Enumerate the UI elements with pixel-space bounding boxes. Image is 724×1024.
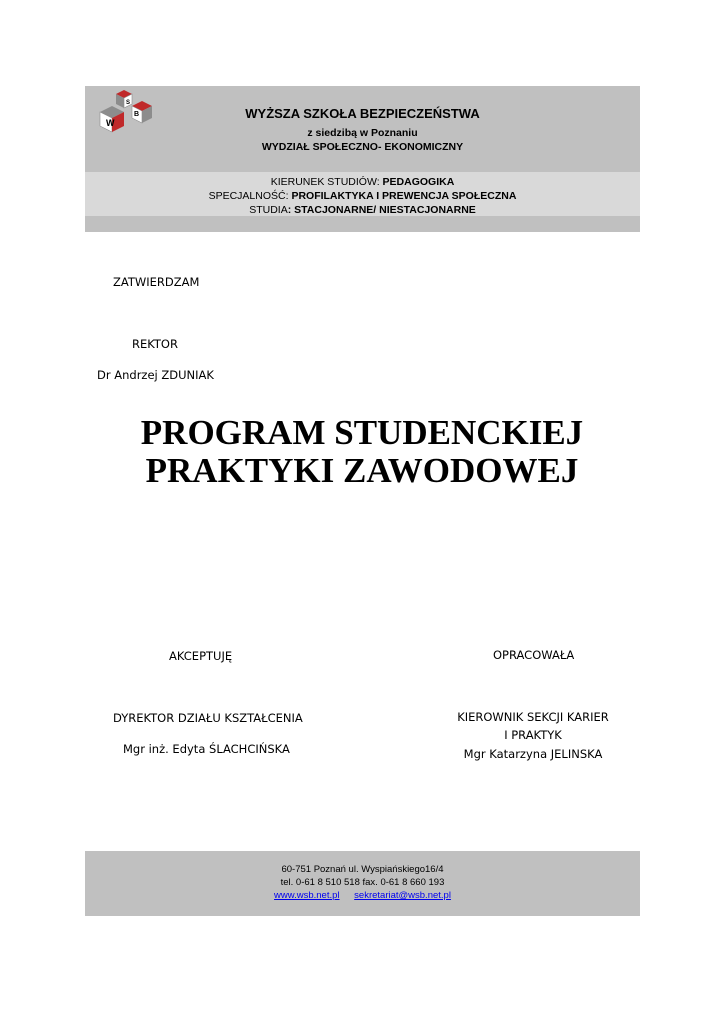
field-of-study-value: PEDAGOGIKA [382, 176, 455, 188]
logo-letter-w: W [106, 118, 115, 128]
specialization-value: PROFILAKTYKA I PREWENCJA SPOŁECZNA [291, 190, 517, 202]
logo-letter-b: B [134, 111, 140, 118]
logo-letter-s: S [126, 100, 131, 106]
manager-title-line-1: KIEROWNIK SEKCJI KARIER [457, 710, 609, 724]
study-mode-label: STUDIA [249, 204, 288, 216]
rector-name: Dr Andrzej ZDUNIAK [97, 368, 214, 382]
header-bottom-strip [85, 216, 640, 232]
school-name: WYŻSZA SZKOŁA BEZPIECZEŃSTWA [245, 106, 480, 121]
rector-title: REKTOR [132, 337, 178, 351]
approve-label: ZATWIERDZAM [113, 275, 200, 289]
study-mode-value: : STACJONARNE/ NIESTACJONARNE [287, 204, 476, 216]
manager-title-line-2: I PRAKTYK [504, 728, 562, 742]
field-of-study-label: KIERUNEK STUDIÓW: [270, 176, 383, 188]
website-link[interactable]: www.wsb.net.pl [274, 890, 340, 901]
specialization-label: SPECJALNOŚĆ: [208, 190, 292, 202]
footer-address: 60-751 Poznań ul. Wyspiańskiego16/4 [281, 864, 444, 875]
email-link[interactable]: sekretariat@wsb.net.pl [354, 890, 451, 901]
prepared-label: OPRACOWAŁA [493, 648, 575, 662]
field-of-study-line [85, 176, 640, 188]
study-mode-line [85, 204, 640, 216]
document-title-line-2: PRAKTYKI ZAWODOWEJ [145, 451, 579, 490]
footer-links [85, 890, 640, 901]
accept-label: AKCEPTUJĘ [169, 649, 233, 663]
manager-name: Mgr Katarzyna JELINSKA [463, 747, 603, 761]
footer-phone: tel. 0-61 8 510 518 fax. 0-61 8 660 193 [280, 877, 445, 888]
director-title: DYREKTOR DZIAŁU KSZTAŁCENIA [113, 711, 303, 725]
document-title-line-1: PROGRAM STUDENCKIEJ [140, 413, 584, 452]
school-seat: z siedzibą w Poznaniu [307, 127, 418, 139]
director-name: Mgr inż. Edyta ŚLACHCIŃSKA [123, 742, 290, 756]
specialization-line [85, 190, 640, 202]
faculty-name: WYDZIAŁ SPOŁECZNO- EKONOMICZNY [261, 141, 464, 153]
